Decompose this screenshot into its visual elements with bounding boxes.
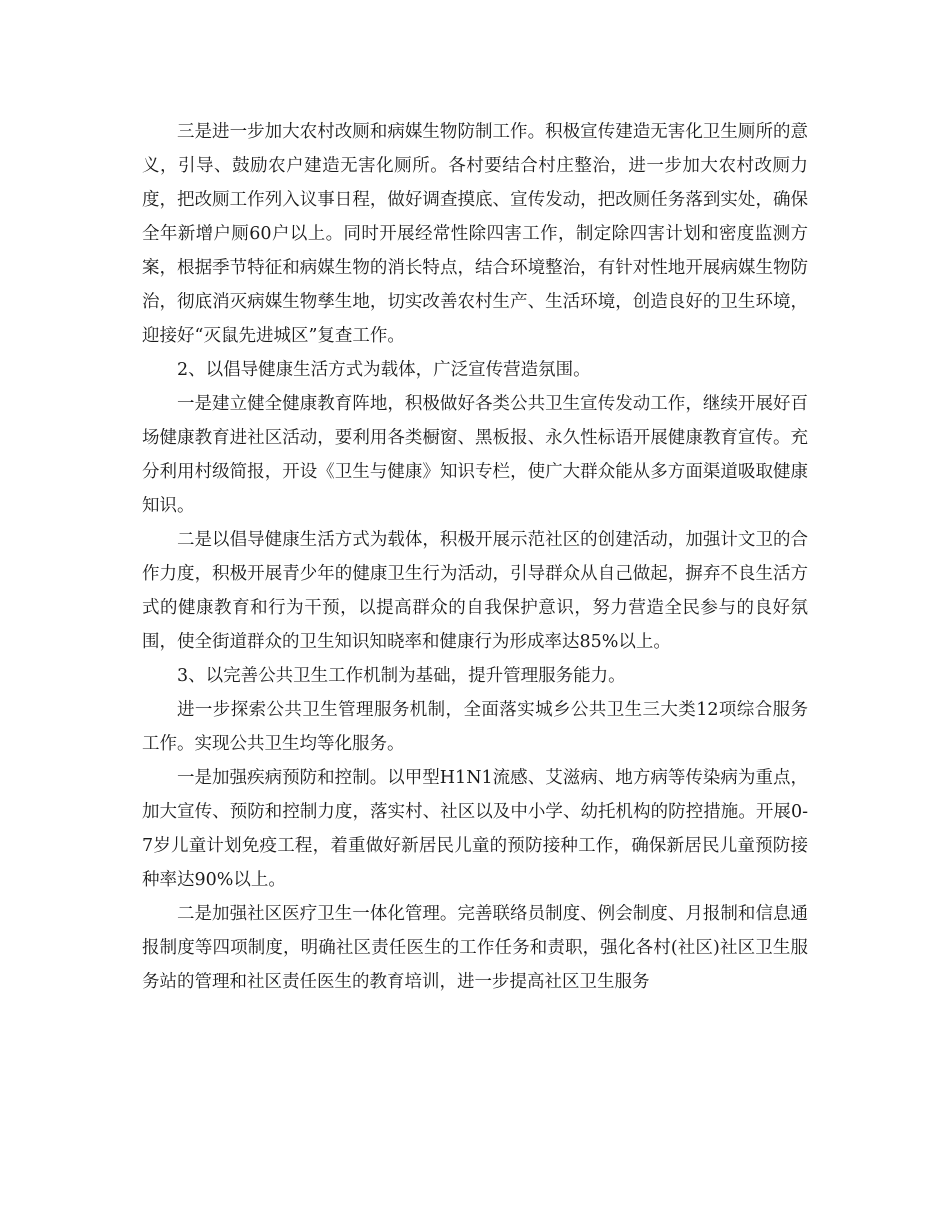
- paragraph-toilet-and-vector-control: 三是进一步加大农村改厕和病媒生物防制工作。积极宣传建造无害化卫生厕所的意义，引导、鼓励农户建造无害化厕所。各村要结合村庄整治，进一步加大农村改厕力度，把改厕工作列入议事日程，做好调查摸底、宣传发动，把改厕任务落到实处，确保全年新增户厕60户以上。同时开展经常性除四害工作，制定除四害计划和密度监测方案，根据季节特征和病媒生物的消长特点，结合环境整治，有针对性地开展病媒生物防治，彻底消灭病媒生物孳生地，切实改善农村生产、生活环境，创造良好的卫生环境，迎接好“灭鼠先进城区”复查工作。: [142, 122, 808, 346]
- document-body: [142, 115, 808, 999]
- paragraph-healthy-lifestyle: 二是以倡导健康生活方式为载体，积极开展示范社区的创建活动，加强计文卫的合作力度，积极开展青少年的健康卫生行为活动，引导群众从自己做起，摒弃不良生活方式的健康教育和行为干预，以提高群众的自我保护意识，努力营造全民参与的良好氛围，使全街道群众的卫生知识知晓率和健康行为形成率达85%以上。: [142, 530, 808, 652]
- paragraph-service-mechanism: 进一步探索公共卫生管理服务机制，全面落实城乡公共卫生三大类12项综合服务工作。实现公共卫生均等化服务。: [142, 700, 808, 754]
- paragraph-community-medical-management: 二是加强社区医疗卫生一体化管理。完善联络员制度、例会制度、月报制和信息通报制度等四项制度，明确社区责任医生的工作任务和责职，强化各村(社区)社区卫生服务站的管理和社区责任医生的教育培训，进一步提高社区卫生服务: [142, 904, 808, 992]
- section-heading-3: 3、以完善公共卫生工作机制为基础，提升管理服务能力。: [177, 666, 626, 686]
- paragraph-disease-prevention: 一是加强疾病预防和控制。以甲型H1N1流感、艾滋病、地方病等传染病为重点，加大宣传、预防和控制力度，落实村、社区以及中小学、幼托机构的防控措施。开展0-7岁儿童计划免疫工程，着重做好新居民儿童的预防接种工作，确保新居民儿童预防接种率达90%以上。: [142, 768, 808, 890]
- paragraph-health-education-base: 一是建立健全健康教育阵地，积极做好各类公共卫生宣传发动工作，继续开展好百场健康教育进社区活动，要利用各类橱窗、黑板报、永久性标语开展健康教育宣传。充分利用村级简报，开设《卫生与健康》知识专栏，使广大群众能从多方面渠道吸取健康知识。: [142, 394, 808, 516]
- section-heading-2: 2、以倡导健康生活方式为载体，广泛宣传营造氛围。: [177, 360, 591, 380]
